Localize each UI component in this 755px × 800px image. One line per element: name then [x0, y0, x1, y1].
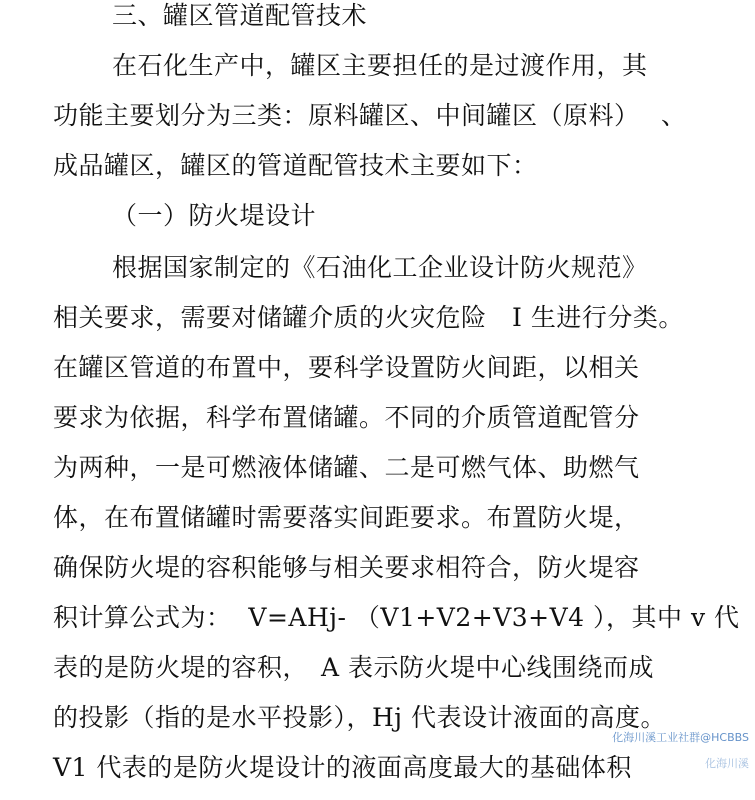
paragraph-line: 为两种，一是可燃液体储罐、二是可燃气体、助燃气 — [53, 453, 640, 482]
watermark — [598, 718, 749, 796]
paragraph-line: 成品罐区，罐区的管道配管技术主要如下： — [53, 151, 538, 180]
paragraph-line: 根据国家制定的《石油化工企业设计防火规范》 — [112, 253, 648, 282]
watermark-line: 化海川溪工业社群@HCBBS — [612, 731, 749, 744]
section-heading: 三、罐区管道配管技术 — [112, 1, 368, 30]
paragraph-line: 要求为依据，科学布置储罐。不同的介质管道配管分 — [53, 403, 640, 432]
paragraph-line: 在罐区管道的布置中，要科学设置防火间距，以相关 — [53, 353, 640, 382]
paragraph-line: 表的是防火堤的容积， A 表示防火堤中心线围绕而成 — [53, 653, 655, 682]
paragraph-line: 功能主要划分为三类：原料罐区、中间罐区（原料） 、 — [53, 101, 687, 130]
paragraph-line: 体，在布置储罐时需要落实间距要求。布置防火堤， — [53, 503, 640, 532]
paragraph-line: 相关要求，需要对储罐介质的火灾危险 I 生进行分类。 — [53, 303, 684, 332]
watermark-line: 化海川溪 — [705, 757, 749, 770]
subsection-heading: （一）防火堤设计 — [112, 201, 317, 230]
paragraph-line: 的投影（指的是水平投影），Hj 代表设计液面的高度。 — [53, 703, 667, 732]
paragraph-line: V1 代表的是防火堤设计的液面高度最大的基础体积 — [53, 753, 632, 782]
formula-line: 积计算公式为： V=AHj- （V1+V2+V3+V4 ），其中 v 代 — [53, 603, 740, 632]
paragraph-line: 在石化生产中，罐区主要担任的是过渡作用，其 — [112, 51, 648, 80]
paragraph-line: 确保防火堤的容积能够与相关要求相符合，防火堤容 — [53, 553, 640, 582]
